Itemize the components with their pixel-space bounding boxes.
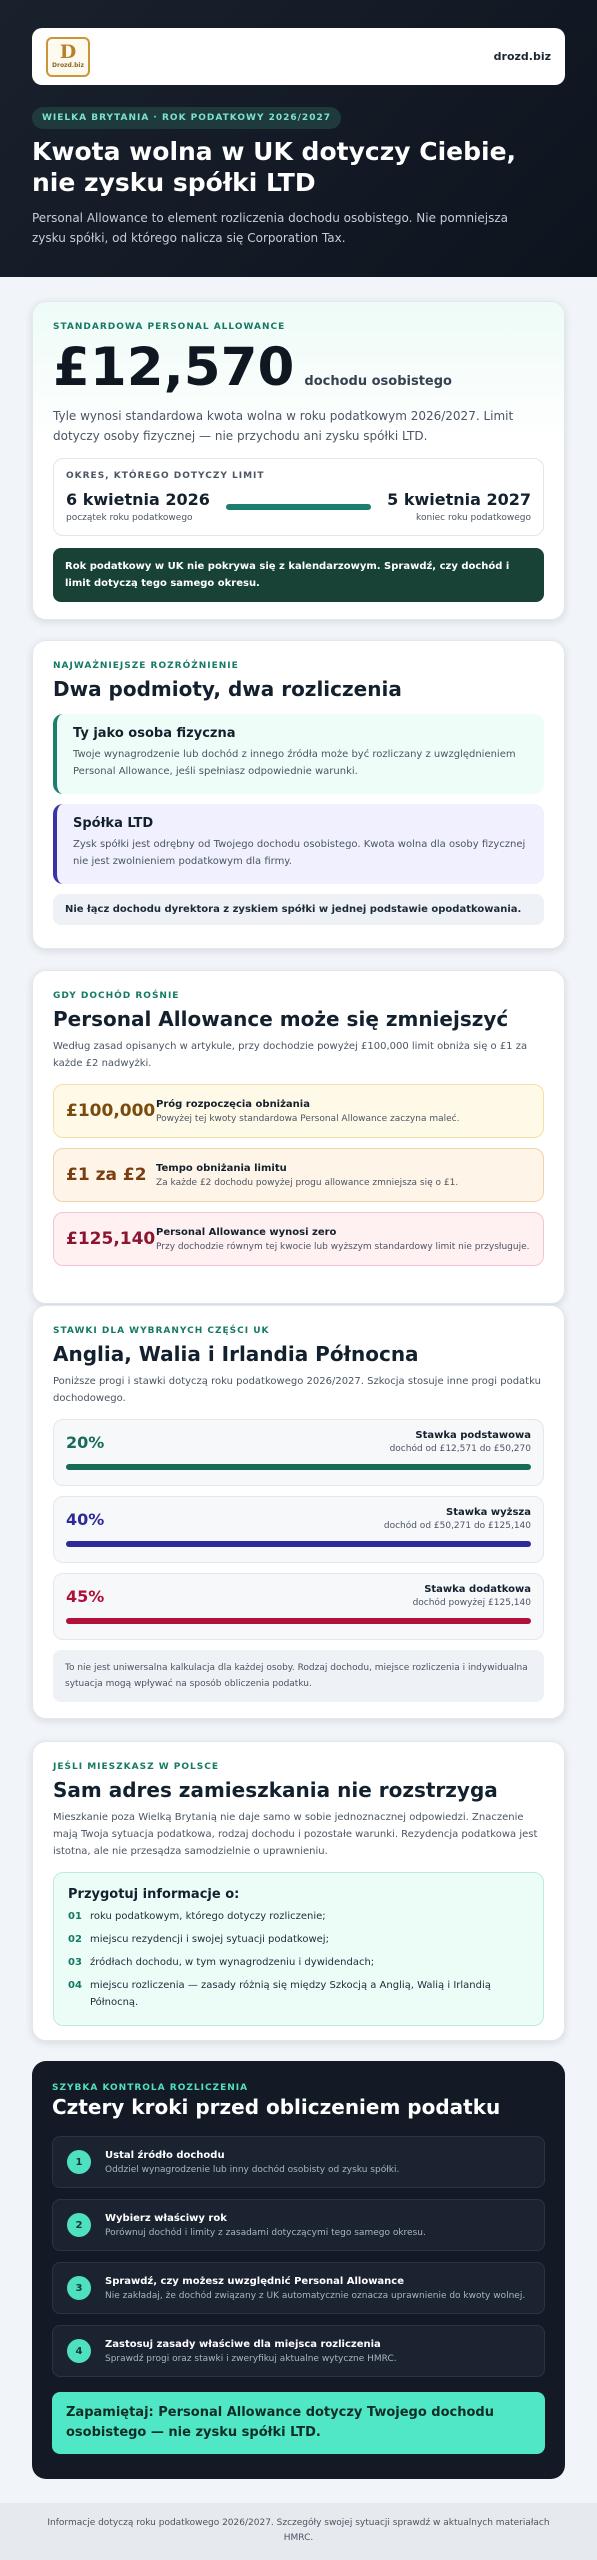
rates-card [32, 1305, 565, 1719]
allowance-amount: £12,570 [53, 337, 295, 398]
rate-info [384, 1507, 531, 1531]
prepare-title: Przygotuj informacje o: [68, 1887, 240, 1902]
rate-percent: 20% [66, 1432, 105, 1452]
rate-bar [66, 1464, 531, 1470]
prepare-item-number: 02 [68, 1934, 82, 1945]
step-description: Porównuj dochód i limity z zasadami dotyczącymi tego samego okresu. [105, 2227, 426, 2238]
step-description: Nie zakładaj, że dochód związany z UK automatycznie oznacza uprawnienie do kwoty wolnej. [105, 2290, 526, 2301]
rate-info [390, 1430, 531, 1454]
rate-row [53, 1419, 544, 1486]
step-number-badge: 4 [67, 2339, 91, 2363]
footer-line-2: HMRC. [283, 2533, 314, 2543]
rate-bar [66, 1618, 531, 1624]
step-text [105, 2276, 525, 2301]
company-title: Spółka LTD [73, 816, 154, 831]
rate-range: dochód od £50,271 do £125,140 [383, 1521, 531, 1531]
residence-kicker: JEŚLI MIESZKASZ W POLSCE [53, 1762, 220, 1772]
step-title: Ustal źródło dochodu [105, 2149, 225, 2161]
company-box [53, 804, 544, 884]
taper-kicker: GDY DOCHÓD ROŚNIE [53, 991, 180, 1001]
tier-title: Próg rozpoczęcia obniżania [156, 1098, 310, 1110]
step-description: Sprawdź progi oraz stawki i zweryfikuj aktualne wytyczne HMRC. [105, 2353, 397, 2364]
step-text [105, 2150, 399, 2175]
prepare-item-number: 01 [68, 1911, 82, 1922]
allowance-card [32, 301, 565, 620]
logo-mark: D [59, 41, 77, 63]
prepare-item-text: miejscu rozliczenia — zasady różnią się między Szkocją a Anglią, Walią i Irlandią Północną. [90, 1980, 491, 2008]
prepare-item-number: 04 [68, 1980, 82, 1991]
tier-description: Przy dochodzie równym tej kwocie lub wyższym standardowy limit nie przysługuje. [156, 1241, 530, 1252]
rates-lead: Poniższe progi i stawki dotyczą roku podatkowego 2026/2027. Szkocja stosuje inne progi podatku dochodowego. [53, 1376, 541, 1404]
check-step [52, 2262, 545, 2314]
check-kicker: SZYBKA KONTROLA ROZLICZENIA [52, 2083, 249, 2093]
prepare-item-number: 03 [68, 1957, 82, 1968]
company-body: Zysk spółki jest odrębny od Twojego dochodu osobistego. Kwota wolna dla osoby fizycznej nie jest zwolnieniem podatkowym dla firmy. [73, 839, 526, 867]
prepare-box [53, 1872, 544, 2026]
step-text [105, 2213, 426, 2238]
period-start-date: 6 kwietnia 2026 [66, 490, 210, 509]
logo-text: Drozd.biz [52, 62, 84, 69]
check-title: Cztery kroki przed obliczeniem podatku [52, 2095, 501, 2119]
check-step [52, 2199, 545, 2251]
person-body: Twoje wynagrodzenie lub dochód z innego źródła może być rozliczany z uwzględnieniem Personal Allowance, jeśli spełniasz odpowiednie warunki. [73, 749, 516, 777]
rate-row [53, 1496, 544, 1563]
rate-name: Stawka wyższa [446, 1507, 531, 1518]
footer-line-1: Informacje dotyczą roku podatkowego 2026/2027. Szczegóły swojej sytuacji sprawdź w aktualnych materiałach [47, 2518, 550, 2528]
step-title: Wybierz właściwy rok [105, 2212, 227, 2224]
rates-note: To nie jest uniwersalna kalkulacja dla każdej osoby. Rodzaj dochodu, miejsce rozliczenia i indywidualna sytuacja mogą wpływać na sposób obliczenia podatku. [53, 1650, 544, 1702]
rate-header [66, 1507, 531, 1531]
prepare-list-item [68, 1954, 529, 1971]
rate-bar [66, 1541, 531, 1547]
step-number-badge: 2 [67, 2213, 91, 2237]
period-end-label: koniec roku podatkowego [416, 513, 531, 523]
allowance-lead: Tyle wynosi standardowa kwota wolna w roku podatkowym 2026/2027. Limit dotyczy osoby fizycznej — nie przychodu ani zysku spółki LTD. [53, 409, 514, 443]
tier-title: Personal Allowance wynosi zero [156, 1226, 337, 1238]
period-heading: OKRES, KTÓREGO DOTYCZY LIMIT [66, 471, 265, 481]
hero-section [0, 0, 597, 277]
rate-name: Stawka dodatkowa [424, 1584, 531, 1595]
footer [0, 2503, 597, 2560]
step-text [105, 2339, 397, 2364]
rate-percent: 40% [66, 1509, 105, 1529]
taper-title: Personal Allowance może się zmniejszyć [53, 1007, 509, 1031]
entities-note: Nie łącz dochodu dyrektora z zyskiem spółki w jednej podstawie opodatkowania. [53, 894, 544, 925]
taper-tier-row [53, 1084, 544, 1138]
period-end-date: 5 kwietnia 2027 [387, 490, 531, 509]
allowance-unit: dochodu osobistego [304, 374, 452, 389]
residence-card [32, 1741, 565, 2041]
entities-card [32, 640, 565, 949]
period-timeline-bar [226, 504, 371, 510]
tier-description: Za każde £2 dochodu powyżej progu allowance zmniejsza się o £1. [156, 1177, 459, 1188]
rate-header [66, 1584, 531, 1608]
step-number-badge: 3 [67, 2276, 91, 2300]
residence-title: Sam adres zamieszkania nie rozstrzyga [53, 1778, 498, 1802]
check-card [32, 2061, 565, 2479]
step-title: Zastosuj zasady właściwe dla miejsca rozliczenia [105, 2338, 381, 2350]
step-number-badge: 1 [67, 2150, 91, 2174]
prepare-item-text: źródłach dochodu, w tym wynagrodzeniu i dywidendach; [90, 1957, 375, 1968]
rate-header [66, 1430, 531, 1454]
prepare-list [68, 1908, 529, 2011]
tier-description: Powyżej tej kwoty standardowa Personal Allowance zaczyna maleć. [156, 1113, 460, 1124]
entities-kicker: NAJWAŻNIEJSZE ROZRÓŻNIENIE [53, 661, 239, 671]
prepare-list-item [68, 1977, 529, 2011]
prepare-item-text: miejscu rezydencji i swojej sytuacji podatkowej; [90, 1934, 329, 1945]
period-start-label: początek roku podatkowego [66, 513, 193, 523]
tier-value: £125,140 [66, 1229, 156, 1249]
rate-range: dochód od £12,571 do £50,270 [389, 1444, 531, 1454]
page-subtitle: Personal Allowance to element rozliczenia dochodu osobistego. Nie pomniejsza zysku spółki, od którego nalicza się Corporation Tax. [32, 211, 508, 245]
rate-row [53, 1573, 544, 1640]
tier-text [156, 1227, 530, 1252]
rate-name: Stawka podstawowa [415, 1430, 531, 1441]
entities-title: Dwa podmioty, dwa rozliczenia [53, 677, 402, 701]
tax-year-pill: WIELKA BRYTANIA · ROK PODATKOWY 2026/2027 [32, 107, 341, 129]
residence-lead: Mieszkanie poza Wielką Brytanią nie daje samo w sobie jednoznacznej odpowiedzi. Znaczenie mają Twoja sytuacja podatkowa, rodzaj dochodu i pozostałe warunki. Rezydencja podatkowa jest istotna, ale nie przesądza samodzielnie o uprawnieniu. [53, 1812, 538, 1857]
site-logo[interactable] [46, 37, 90, 77]
taper-card [32, 970, 565, 1304]
tier-value: £1 za £2 [66, 1165, 147, 1185]
prepare-list-item [68, 1908, 529, 1925]
check-step [52, 2325, 545, 2377]
remember-box: Zapamiętaj: Personal Allowance dotyczy Twojego dochodu osobistego — nie zysku spółki LTD. [52, 2392, 545, 2454]
prepare-item-text: roku podatkowym, którego dotyczy rozliczenie; [90, 1911, 326, 1922]
site-name[interactable]: drozd.biz [493, 50, 551, 63]
tier-value: £100,000 [66, 1101, 156, 1121]
tier-title: Tempo obniżania limitu [156, 1162, 287, 1174]
check-step [52, 2136, 545, 2188]
rate-range: dochód powyżej £125,140 [412, 1598, 531, 1608]
taper-tiers [53, 1084, 544, 1266]
rates-list [53, 1419, 544, 1640]
person-box [53, 714, 544, 794]
person-title: Ty jako osoba fizyczna [73, 726, 236, 741]
prepare-list-item [68, 1931, 529, 1948]
tier-text [156, 1099, 459, 1124]
allowance-kicker: STANDARDOWA PERSONAL ALLOWANCE [53, 322, 286, 332]
tax-year-note: Rok podatkowy w UK nie pokrywa się z kalendarzowym. Sprawdź, czy dochód i limit dotyczą tego samego okresu. [53, 548, 544, 602]
rate-percent: 45% [66, 1586, 105, 1606]
taper-tier-row [53, 1148, 544, 1202]
rate-info [413, 1584, 531, 1608]
tier-text [156, 1163, 458, 1188]
logo-bar [32, 28, 565, 85]
rates-kicker: STAWKI DLA WYBRANYCH CZĘŚCI UK [53, 1326, 270, 1336]
rates-title: Anglia, Walia i Irlandia Północna [53, 1342, 419, 1366]
step-title: Sprawdź, czy możesz uwzględnić Personal Allowance [105, 2275, 405, 2287]
step-description: Oddziel wynagrodzenie lub inny dochód osobisty od zysku spółki. [105, 2164, 400, 2175]
taper-tier-row [53, 1212, 544, 1266]
page-title: Kwota wolna w UK dotyczy Ciebie, nie zysku spółki LTD [32, 137, 517, 197]
period-box [53, 458, 544, 536]
taper-lead: Według zasad opisanych w artykule, przy dochodzie powyżej £100,000 limit obniża się o £1 za każde £2 nadwyżki. [53, 1041, 528, 1069]
